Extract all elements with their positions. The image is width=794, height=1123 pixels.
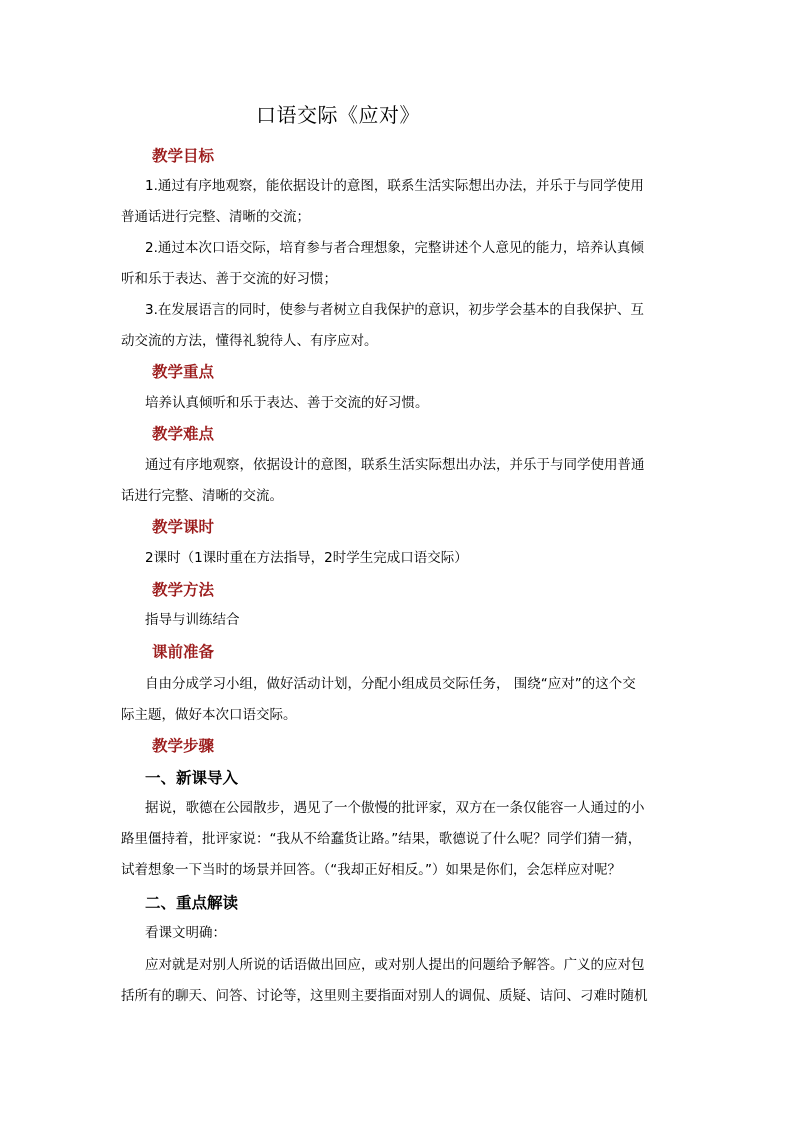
key-line-1: 看课文明确： [145,925,226,941]
goal-line-1: 1.通过有序地观察，能依据设计的意图，联系生活实际想出办法，并乐于与同学使用 [145,178,644,194]
heading-teaching-steps: 教学步骤 [152,737,215,755]
intro-line-1: 据说，歌德在公园散步，遇见了一个傲慢的批评家，双方在一条仅能容一人通过的小 [145,800,645,816]
document-title: 口语交际《应对》 [256,103,420,127]
difficulty-line-1: 通过有序地观察，依据设计的意图，联系生活实际想出办法，并乐于与同学使用普通 [145,457,645,473]
difficulty-line-2: 话进行完整、清晰的交流。 [121,488,283,504]
goal-line-5: 3.在发展语言的同时，使参与者树立自我保护的意识，初步学会基本的自我保护、互 [145,302,644,318]
intro-line-3: 试着想象一下当时的场景并回答。（“我却正好相反。”）如果是你们，会怎样应对呢？ [121,862,621,878]
key-line-3: 括所有的聊天、问答、讨论等，这里则主要指面对别人的调侃、质疑、诘问、刁难时随机 [121,988,648,1004]
prep-line-2: 际主题，做好本次口语交际。 [121,707,297,723]
heading-teaching-goals: 教学目标 [152,147,215,165]
heading-key-reading: 二、重点解读 [145,894,239,912]
heading-preparation: 课前准备 [152,643,215,661]
heading-teaching-focus: 教学重点 [152,363,215,381]
goal-line-2: 普通话进行完整、清晰的交流； [121,209,310,225]
key-line-2: 应对就是对别人所说的话语做出回应，或对别人提出的问题给予解答。广义的应对包 [145,957,645,973]
heading-teaching-hours: 教学课时 [152,518,215,536]
intro-line-2: 路里僵持着，批评家说：“我从不给蠢货让路。”结果，歌德说了什么呢？同学们猜一猜， [121,831,642,847]
heading-teaching-method: 教学方法 [152,581,215,599]
heading-new-lesson-intro: 一、新课导入 [145,769,239,787]
prep-line-1: 自由分成学习小组，做好活动计划，分配小组成员交际任务， 围绕“应对”的这个交 [145,676,636,692]
focus-line-1: 培养认真倾听和乐于表达、善于交流的好习惯。 [145,395,429,411]
hours-line-1: 2课时（1课时重在方法指导，2时学生完成口语交际） [145,550,468,566]
goal-line-4: 听和乐于表达、善于交流的好习惯； [121,271,337,287]
heading-teaching-difficulty: 教学难点 [152,425,215,443]
goal-line-3: 2.通过本次口语交际，培育参与者合理想象，完整讲述个人意见的能力，培养认真倾 [145,240,644,256]
goal-line-6: 动交流的方法，懂得礼貌待人、有序应对。 [121,333,378,349]
method-line-1: 指导与训练结合 [145,612,240,628]
